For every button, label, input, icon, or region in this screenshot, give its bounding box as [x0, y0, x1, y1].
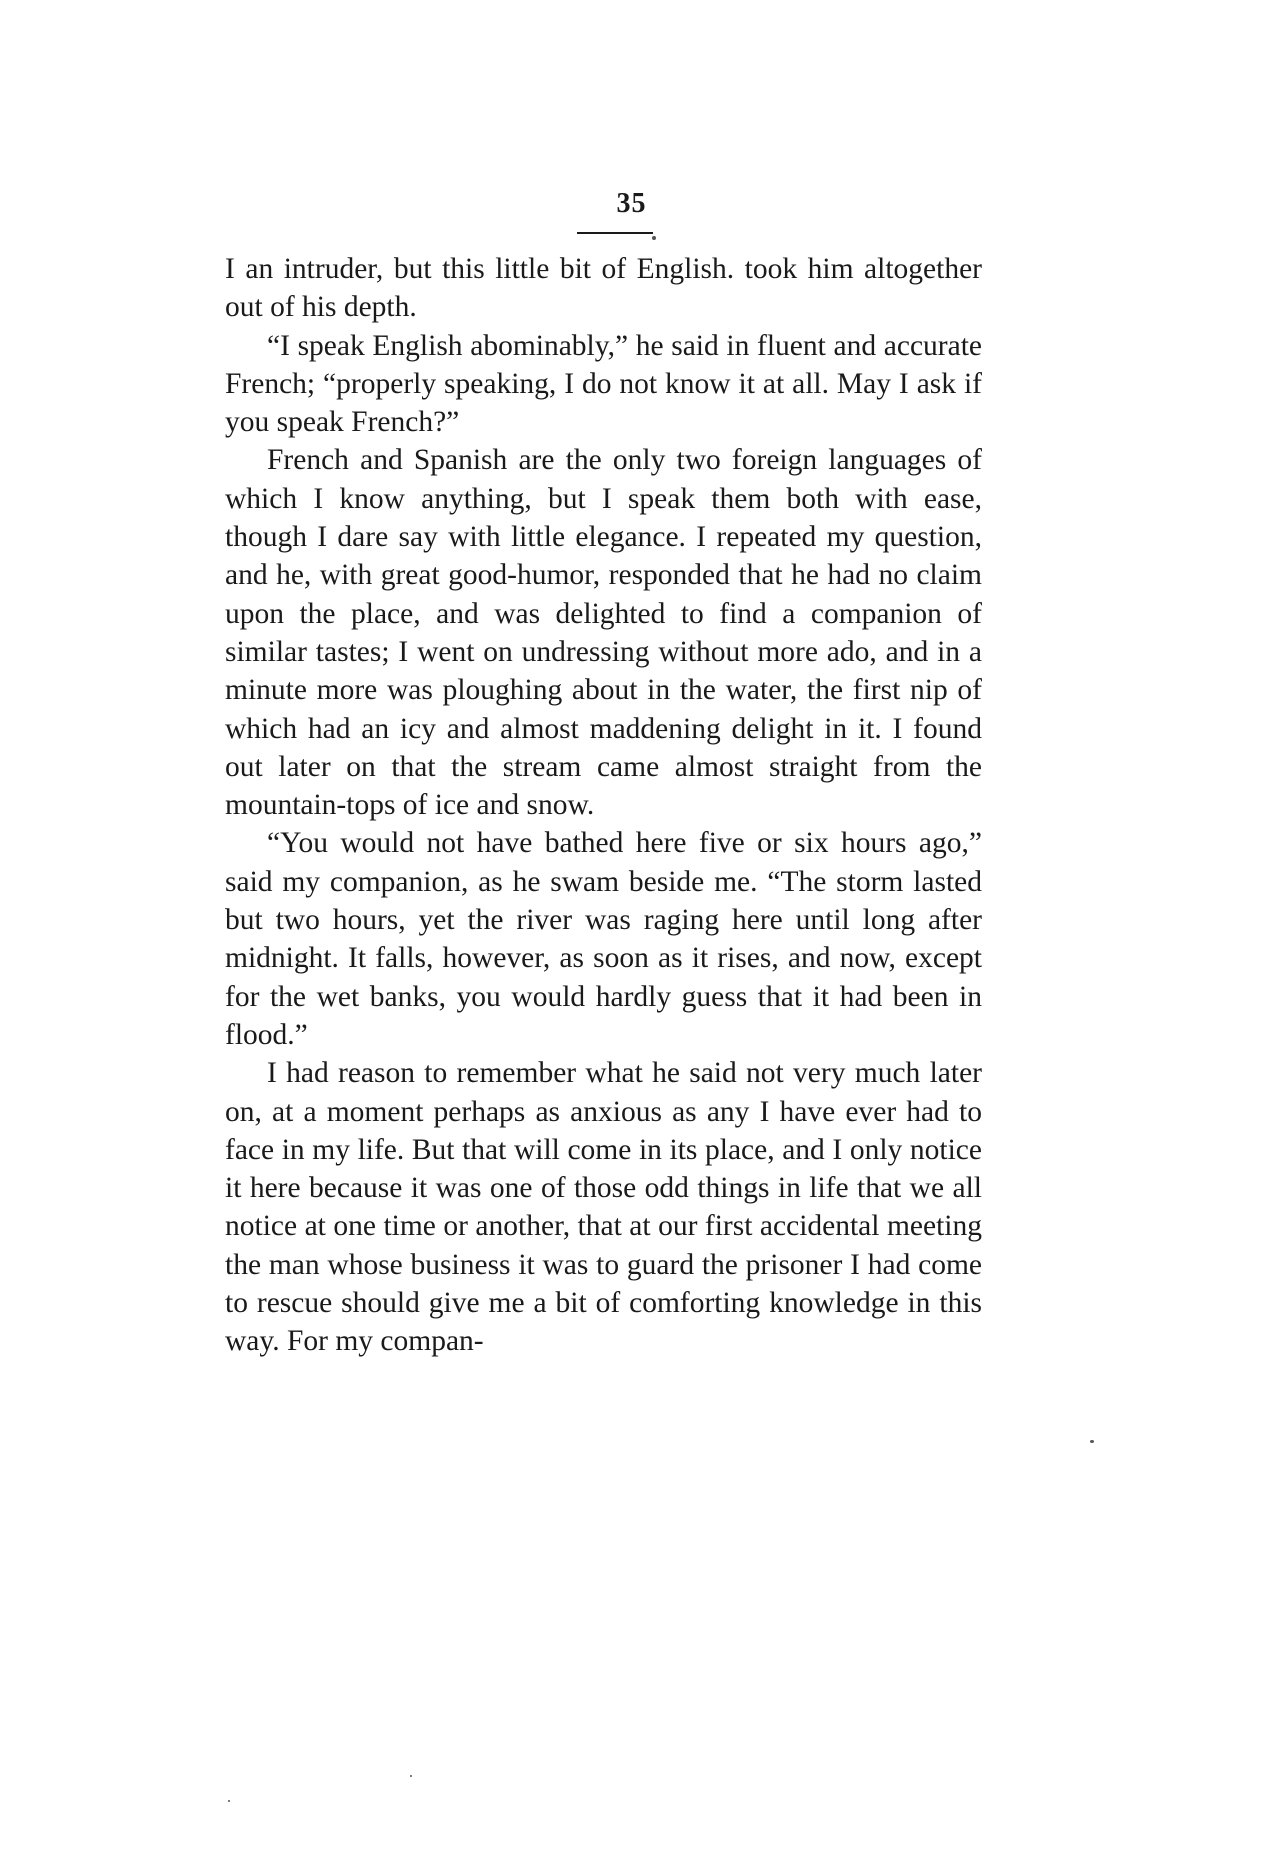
paragraph: I an intruder, but this little bit of English. took him altogether out of his depth. — [225, 253, 982, 324]
ink-speck — [228, 1800, 230, 1802]
header-rule — [577, 232, 653, 234]
paragraph: French and Spanish are the only two foreign languages of which I know anything, but I speak them both with ease, though I dare say with little elegance. I repeated my question, and he, with great good-humor, responded that he had no claim upon the place, and was delighted to find a companion of similar tastes; I went on undressing without more ado, and in a minute more was ploughing about in the water, the first nip of which had an icy and almost maddening delight in it. I found out later on that the stream came almost straight from the mountain-tops of ice and snow. — [225, 444, 982, 822]
paragraph: “I speak English abominably,” he said in fluent and accurate French; “properly speaking, I do not know it at all. May I ask if you speak French?” — [225, 329, 982, 439]
paragraph: “You would not have bathed here five or six hours ago,” said my companion, as he swam beside me. “The storm lasted but two hours, yet the river was raging here until long after midnight. It falls, however, as soon as it rises, and now, except for the wet banks, you would hardly guess that it had been in flood.” — [225, 827, 982, 1051]
ink-speck — [652, 236, 656, 240]
body-text — [225, 250, 982, 1361]
ink-speck — [410, 1775, 412, 1777]
page-number: 35 — [616, 188, 647, 219]
ink-speck — [1090, 1440, 1094, 1443]
paragraph: I had reason to remember what he said not very much later on, at a moment perhaps as anxious as any I have ever had to face in my life. But that will come in its place, and I only notice it here because it was one of those odd things in life that we all notice at one time or another, that at our first accidental meeting the man whose business it was to guard the prisoner I had come to rescue should give me a bit of comforting knowledge in this way. For my compan- — [225, 1057, 982, 1358]
